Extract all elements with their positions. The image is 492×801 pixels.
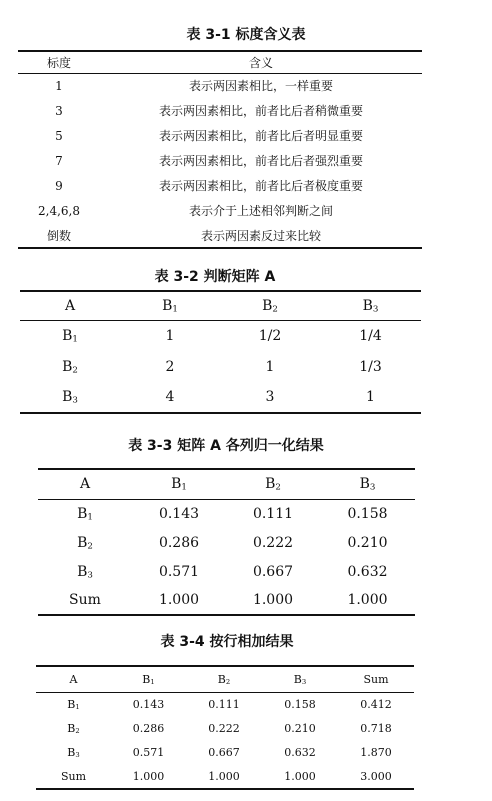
table-row xyxy=(18,173,422,198)
table1-cell: 3 xyxy=(55,103,63,118)
table4-cell: 0.158 xyxy=(284,697,316,711)
table1 xyxy=(18,50,422,249)
table4-cell: 0.286 xyxy=(132,721,165,735)
table4-cell: 0.632 xyxy=(284,745,316,759)
table2-cell: 4 xyxy=(165,389,175,405)
table1-caption: 表 3-1 标度含义表 xyxy=(186,27,306,43)
table2-cell: 2 xyxy=(165,358,175,375)
table-row xyxy=(18,98,422,123)
table2-header: $B_3$ xyxy=(320,291,421,320)
table-row xyxy=(18,73,422,98)
table3-cell: 0.632 xyxy=(347,563,388,580)
table-row xyxy=(36,716,414,740)
table2-cell: 1/2 xyxy=(258,327,282,344)
table-row xyxy=(38,557,415,586)
table-row xyxy=(38,528,415,557)
table4-header: $B_2$ xyxy=(186,666,262,692)
table-row xyxy=(18,198,422,223)
table4-cell: Sum xyxy=(60,769,87,783)
table1-cell: 表示两因素相比，一样重要 xyxy=(188,79,333,94)
table1-cell: 2,4,6,8 xyxy=(38,203,80,218)
table3-cell: Sum xyxy=(69,592,101,608)
table4-cell: 0.667 xyxy=(208,745,240,759)
table4-header: $B_1$ xyxy=(111,666,186,692)
table3-cell: 0.210 xyxy=(347,534,388,551)
table1-cell: 表示两因素反过来比较 xyxy=(200,228,321,243)
table-row xyxy=(38,586,415,615)
table3-cell: 0.143 xyxy=(158,505,200,522)
table-row xyxy=(36,740,414,764)
table2-cell: 1/4 xyxy=(359,327,382,344)
table3-header: $B_1$ xyxy=(132,469,226,499)
table3-cell: 0.286 xyxy=(158,534,200,551)
table1-header-scale: 标度 xyxy=(18,51,100,73)
table3-cell: 0.111 xyxy=(252,505,294,522)
table1-cell: 9 xyxy=(55,178,63,193)
table4-cell: $B_1$ xyxy=(67,697,80,711)
table1-header-meaning: 含义 xyxy=(100,51,422,73)
table2-header: $B_1$ xyxy=(120,291,220,320)
table-row xyxy=(20,351,421,382)
table2-cell: 3 xyxy=(265,389,275,405)
table4-header: Sum xyxy=(338,666,414,692)
table4-cell: 0.412 xyxy=(360,697,392,711)
table4-cell: 0.210 xyxy=(284,721,316,735)
table3-cell: 0.158 xyxy=(347,505,388,522)
table3-caption: 表 3-3 矩阵 A 各列归一化结果 xyxy=(128,438,324,454)
table3-cell: 0.222 xyxy=(252,534,294,551)
table1-cell: 表示两因素相比，前者比后者强烈重要 xyxy=(158,154,363,168)
table-row xyxy=(18,123,422,148)
table-row xyxy=(18,148,422,173)
table2-caption: 表 3-2 判断矩阵 A xyxy=(154,269,276,285)
table4-cell: $B_2$ xyxy=(67,721,80,735)
table2-header: $B_2$ xyxy=(220,291,320,320)
table2-cell: $B_1$ xyxy=(62,327,78,345)
table1-cell: 表示两因素相比，前者比后者极度重要 xyxy=(158,179,363,193)
table4-cell: 1.870 xyxy=(360,745,392,759)
table-row xyxy=(38,499,415,528)
table4 xyxy=(36,665,414,790)
table3-header: $B_3$ xyxy=(320,469,415,499)
table2-cell: 1 xyxy=(366,389,375,405)
table4-cell: 0.143 xyxy=(132,697,165,711)
table4-header: $B_3$ xyxy=(262,666,338,692)
table4-header: A xyxy=(36,666,111,692)
table3-cell: 0.571 xyxy=(158,563,200,580)
table-row xyxy=(18,223,422,248)
table3-header: A xyxy=(38,469,132,499)
table1-cell: 表示两因素相比，前者比后者稍微重要 xyxy=(158,104,363,118)
table3-cell: 1.000 xyxy=(347,592,388,608)
table2-cell: $B_2$ xyxy=(62,358,78,375)
table-row xyxy=(20,320,421,351)
table1-cell: 5 xyxy=(55,128,63,143)
table4-caption: 表 3-4 按行相加结果 xyxy=(160,634,294,650)
table2-header: A xyxy=(20,291,120,320)
table2-cell: $B_3$ xyxy=(62,389,78,406)
table3-cell: 1.000 xyxy=(158,592,200,608)
table1-cell: 表示两因素相比，前者比后者明显重要 xyxy=(158,129,363,143)
table-row xyxy=(20,382,421,413)
table4-cell: 0.571 xyxy=(132,745,165,759)
table1-cell: 表示介于上述相邻判断之间 xyxy=(188,204,333,218)
table3-cell: $B_1$ xyxy=(77,505,93,523)
table2-cell: 1/3 xyxy=(359,358,382,375)
table4-cell: $B_3$ xyxy=(67,745,80,759)
table-row xyxy=(36,764,414,789)
table4-cell: 0.222 xyxy=(208,721,240,735)
table3-header: $B_2$ xyxy=(226,469,320,499)
table3-cell: 0.667 xyxy=(252,563,294,580)
table3-cell: $B_3$ xyxy=(77,563,93,580)
table1-cell: 1 xyxy=(55,78,63,93)
table3 xyxy=(38,468,415,616)
table3-cell: 1.000 xyxy=(252,592,294,608)
table2-cell: 1 xyxy=(165,327,175,344)
table-row xyxy=(36,692,414,716)
table2-cell: 1 xyxy=(265,358,275,375)
table4-cell: 0.111 xyxy=(208,697,240,711)
table4-cell: 3.000 xyxy=(360,769,392,783)
table3-cell: $B_2$ xyxy=(77,534,93,551)
table4-cell: 1.000 xyxy=(284,769,316,783)
table1-cell: 7 xyxy=(55,153,63,168)
table2 xyxy=(20,290,421,414)
table4-cell: 0.718 xyxy=(360,721,392,735)
table4-cell: 1.000 xyxy=(208,769,240,783)
table1-cell: 倒数 xyxy=(46,228,71,243)
table4-cell: 1.000 xyxy=(132,769,165,783)
